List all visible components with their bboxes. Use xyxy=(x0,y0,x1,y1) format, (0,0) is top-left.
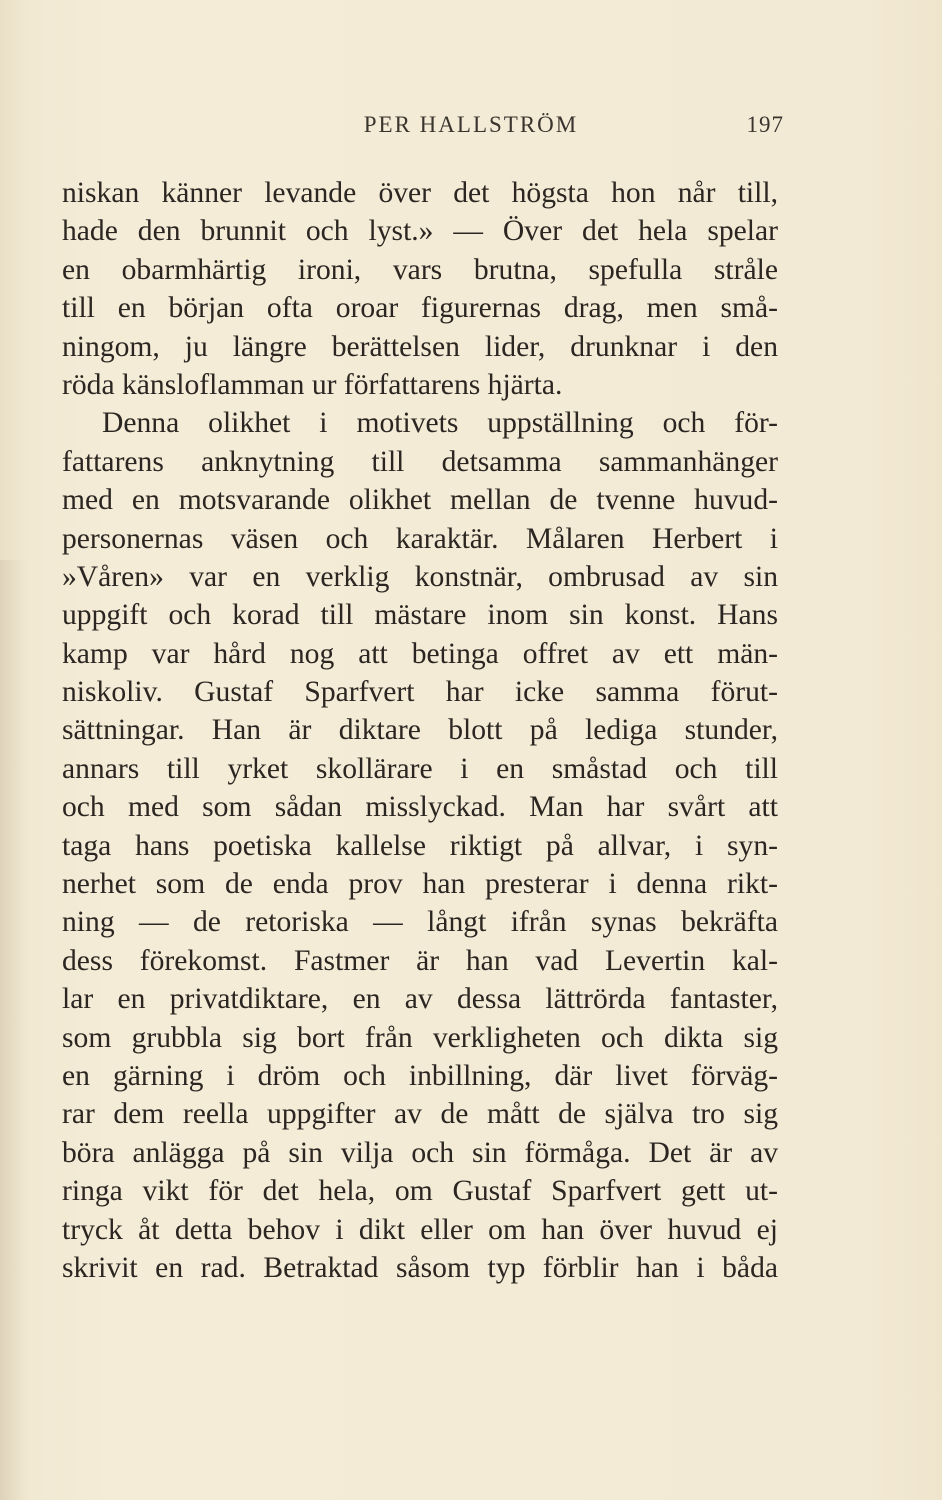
text-line: hade den brunnit och lyst.» — Över det hela spelar xyxy=(62,215,778,248)
text-line: ning — de retoriska — långt ifrån synas bekräfta xyxy=(62,906,778,939)
text-line: niskoliv. Gustaf Sparfvert har icke samma förut- xyxy=(62,676,778,709)
text-line: personernas väsen och karaktär. Målaren Herbert i xyxy=(62,522,778,555)
running-head: PER HALLSTRÖM xyxy=(363,112,579,137)
text-line-paragraph-end: röda känsloflamman ur författarens hjärta. xyxy=(62,368,563,401)
text-line: taga hans poetiska kallelse riktigt på allvar, i syn- xyxy=(62,829,778,862)
text-line: en gärning i dröm och inbillning, där livet förväg- xyxy=(62,1059,778,1092)
text-line: rar dem reella uppgifter av de mått de själva tro sig xyxy=(62,1098,778,1131)
text-line: nerhet som de enda prov han presterar i denna rikt- xyxy=(62,868,778,901)
text-line: ningom, ju längre berättelsen lider, drunknar i den xyxy=(62,330,778,363)
text-line: ringa vikt för det hela, om Gustaf Sparfvert gett ut- xyxy=(62,1175,778,1208)
text-line: med en motsvarande olikhet mellan de tvenne huvud- xyxy=(62,484,778,517)
text-line: som grubbla sig bort från verkligheten och dikta sig xyxy=(62,1021,778,1054)
text-line: böra anlägga på sin vilja och sin förmåga. Det är av xyxy=(62,1136,778,1169)
text-line: dess förekomst. Fastmer är han vad Levertin kal- xyxy=(62,944,778,977)
text-line: lar en privatdiktare, en av dessa lättrörda fantaster, xyxy=(62,983,778,1016)
text-line: niskan känner levande över det högsta hon når till, xyxy=(62,177,778,209)
page-header xyxy=(0,112,942,142)
text-line: annars till yrket skollärare i en småstad och till xyxy=(62,752,778,785)
text-line: sättningar. Han är diktare blott på lediga stunder, xyxy=(62,714,778,747)
text-line: och med som sådan misslyckad. Man har svårt att xyxy=(62,791,778,824)
text-line: uppgift och korad till mästare inom sin konst. Hans xyxy=(62,599,778,632)
text-line: »Våren» var en verklig konstnär, ombrusad av sin xyxy=(62,560,778,593)
text-line: kamp var hård nog att betinga offret av ett män- xyxy=(62,637,778,670)
text-line-paragraph-start: Denna olikhet i motivets uppställning och för- xyxy=(102,407,778,440)
body-text xyxy=(62,174,778,1287)
text-line: tryck åt detta behov i dikt eller om han över huvud ej xyxy=(62,1213,778,1246)
text-line: en obarmhärtig ironi, vars brutna, spefulla stråle xyxy=(62,253,778,286)
page-gutter-shadow xyxy=(0,560,26,1500)
text-line: till en början ofta oroar figurernas drag, men små- xyxy=(62,292,778,325)
text-line: skrivit en rad. Betraktad såsom typ förblir han i båda xyxy=(62,1251,778,1284)
text-line: fattarens anknytning till detsamma sammanhänger xyxy=(62,445,778,478)
page-number: 197 xyxy=(746,112,784,137)
